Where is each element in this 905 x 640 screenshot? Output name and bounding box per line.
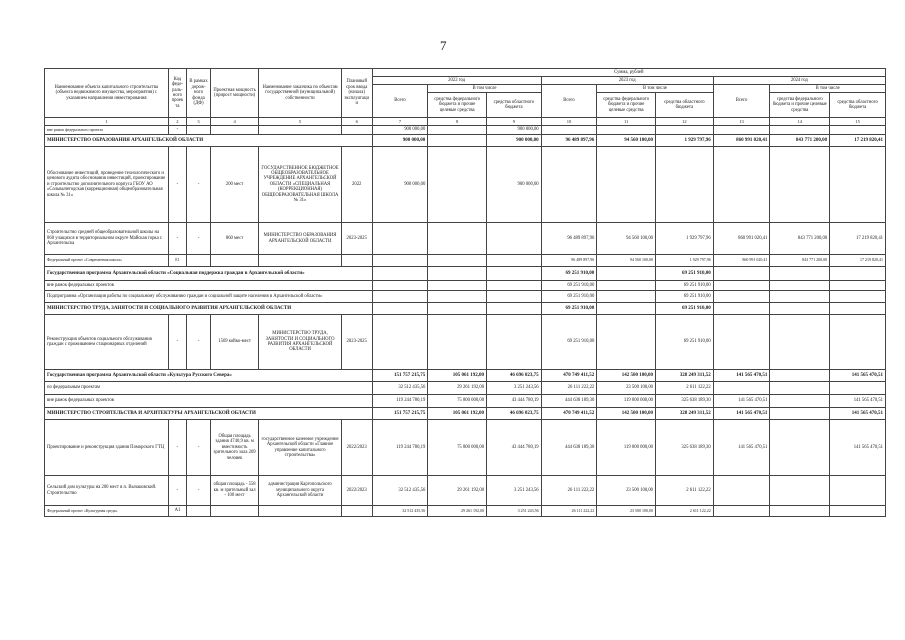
row-name: Проектирование и реконструкция здания Поморского ГТЦ	[45, 420, 169, 476]
cell-value: 860 991 020,41	[713, 255, 770, 267]
cell-value: 470 749 411,52	[541, 408, 597, 420]
row-name: вне рамок федеральных проектов	[45, 281, 373, 291]
row-code: -	[168, 126, 187, 135]
cell-value: 470 749 411,52	[541, 370, 597, 382]
cell-value: 96 489 897,96	[541, 255, 597, 267]
col-num: 12	[656, 118, 714, 126]
cell-value: 43 444 780,19	[487, 395, 542, 408]
header-incl: В том числе	[597, 85, 713, 93]
row-term: 2023-2025	[341, 315, 372, 370]
cell-value: 23 500 100,00	[597, 382, 656, 395]
cell-value: 843 771 200,00	[770, 255, 830, 267]
cell-value: 141 565 470,51	[830, 370, 886, 382]
col-num: 8	[428, 118, 487, 126]
header-fed: средства федерального бюджета и прочие целевые средства	[597, 93, 656, 118]
cell-value: 141 565 470,51	[713, 395, 770, 408]
row-code: E1	[168, 255, 187, 267]
row-customer: государственное казенное учреждение Архангельской области «Главное управление капитального строительства»	[259, 420, 341, 476]
cell-value: 17 219 820,41	[830, 223, 886, 255]
col-num: 6	[341, 118, 372, 126]
row-dzhf: -	[187, 420, 211, 476]
col-num: 9	[487, 118, 542, 126]
cell-value: 119 244 780,19	[372, 395, 428, 408]
cell-value: 142 500 100,00	[597, 408, 656, 420]
table-row	[45, 315, 886, 370]
table-row-section	[45, 135, 886, 147]
cell-value: 94 560 100,00	[597, 135, 656, 147]
cell-value: 843 771 200,00	[770, 223, 830, 255]
row-power: 1569 койко-мест	[210, 315, 258, 370]
cell-value: 23 500 100,00	[597, 506, 656, 517]
cell-value: 69 251 910,00	[541, 315, 597, 370]
cell-value: 843 771 200,00	[770, 135, 830, 147]
row-term: 2022/2023	[341, 476, 372, 506]
table-row	[45, 382, 886, 395]
row-name: МИНИСТЕРСТВО ОБРАЗОВАНИЯ АРХАНГЕЛЬСКОЙ ОБЛАСТИ	[45, 135, 373, 147]
cell-value: 75 800 000,00	[428, 395, 487, 408]
header-name: Наименование объекта капитального строительства (объекта недвижимого имущества, мероприятия) с указанием направления инвестирования	[45, 69, 169, 118]
header-fed: средства федерального бюджета и прочие целевые средства	[428, 93, 487, 118]
cell-value: 119 000 000,00	[597, 395, 656, 408]
cell-value: 3 251 243,56	[487, 506, 542, 517]
header-incl: В том числе	[770, 85, 886, 93]
row-code: -	[168, 223, 187, 255]
cell-value: 43 444 780,19	[487, 420, 542, 476]
row-dzhf: -	[187, 476, 211, 506]
table-row	[45, 147, 886, 223]
row-customer: МИНИСТЕРСТВО ТРУДА, ЗАНЯТОСТИ И СОЦИАЛЬНОГО РАЗВИТИЯ АРХАНГЕЛЬСКОЙ ОБЛАСТИ	[259, 315, 341, 370]
row-name: Федеральный проект «Культурная среда»	[45, 506, 169, 517]
table-row-section	[45, 303, 886, 315]
cell-value: 94 560 100,00	[597, 223, 656, 255]
col-num: 10	[541, 118, 597, 126]
cell-value: 3 251 243,56	[487, 382, 542, 395]
cell-value: 119 244 780,19	[372, 420, 428, 476]
row-term: 2022/2023	[341, 420, 372, 476]
row-power: 860 мест	[210, 223, 258, 255]
cell-value: 328 249 311,52	[656, 408, 714, 420]
header-reg: средства областного бюджета	[656, 93, 714, 118]
cell-value: 141 565 470,51	[713, 408, 770, 420]
col-num: 14	[770, 118, 830, 126]
cell-value: 23 500 100,00	[597, 476, 656, 506]
header-code: Код феде-раль-ного проекта	[168, 69, 187, 118]
cell-value: 328 249 311,52	[656, 370, 714, 382]
cell-value: 46 696 023,75	[487, 408, 542, 420]
cell-value: 105 061 192,00	[428, 408, 487, 420]
cell-value: 26 111 222,22	[541, 506, 597, 517]
row-dzhf: -	[187, 223, 211, 255]
row-name: МИНИСТЕРСТВО ТРУДА, ЗАНЯТОСТИ И СОЦИАЛЬНОГО РАЗВИТИЯ АРХАНГЕЛЬСКОЙ ОБЛАСТИ	[45, 303, 373, 315]
cell-value: 96 489 897,96	[541, 223, 597, 255]
cell-value: 151 757 215,75	[372, 408, 428, 420]
row-term: 2022	[341, 147, 372, 223]
col-num: 5	[259, 118, 341, 126]
cell-value: 860 991 020,41	[713, 135, 770, 147]
col-num: 7	[372, 118, 428, 126]
header-year-2023: 2023 год	[541, 77, 713, 85]
cell-value: 69 251 910,00	[656, 281, 714, 291]
cell-value: 2 611 122,22	[656, 476, 714, 506]
cell-value: 2 611 122,22	[656, 506, 714, 517]
row-code: -	[168, 476, 187, 506]
cell-value: 142 500 100,00	[597, 370, 656, 382]
col-num: 4	[210, 118, 258, 126]
row-code: -	[168, 420, 187, 476]
row-name: Реконструкция объектов социального обслуживания граждан с проживанием стационарных отделений	[45, 315, 169, 370]
table-row-section	[45, 408, 886, 420]
cell-value: 46 696 023,75	[487, 370, 542, 382]
cell-value: 17 219 820,41	[830, 135, 886, 147]
header-reg: средства областного бюджета	[487, 93, 542, 118]
cell-value: 1 929 797,96	[656, 135, 714, 147]
cell-value: 141 565 470,51	[830, 395, 886, 408]
table-row	[45, 420, 886, 476]
cell-value: 444 638 189,30	[541, 420, 597, 476]
row-code: A1	[168, 506, 187, 517]
table-row	[45, 476, 886, 506]
cell-value: 105 061 192,00	[428, 370, 487, 382]
col-num: 3	[187, 118, 211, 126]
cell-value: 3 251 243,56	[487, 476, 542, 506]
cell-value: 32 512 435,56	[372, 476, 428, 506]
cell-value: 26 111 222,22	[541, 476, 597, 506]
row-name: МИНИСТЕРСТВО СТРОИТЕЛЬСТВА И АРХИТЕКТУРЫ АРХАНГЕЛЬСКОЙ ОБЛАСТИ	[45, 408, 373, 420]
cell-value: 69 251 910,00	[541, 291, 597, 303]
row-term: 2023-2025	[341, 223, 372, 255]
cell-value: 69 251 910,00	[541, 267, 597, 281]
header-sum: Сумма, рублей	[372, 69, 885, 77]
investment-table	[44, 68, 886, 517]
cell-value: 29 261 192,00	[428, 476, 487, 506]
cell-value: 900 000,00	[372, 126, 428, 135]
cell-value: 17 219 820,41	[830, 255, 886, 267]
cell-value: 2 611 122,22	[656, 382, 714, 395]
row-customer: МИНИСТЕРСТВО ОБРАЗОВАНИЯ АРХАНГЕЛЬСКОЙ ОБЛАСТИ	[259, 223, 341, 255]
row-power: 200 мест	[210, 147, 258, 223]
header-row-1	[45, 69, 886, 77]
cell-value: 141 565 470,51	[830, 420, 886, 476]
table-row-section	[45, 370, 886, 382]
cell-value: 900 000,00	[487, 126, 542, 135]
header-total: Всего	[541, 85, 597, 118]
col-num: 15	[830, 118, 886, 126]
cell-value: 444 638 189,30	[541, 395, 597, 408]
table-row	[45, 395, 886, 408]
table-row	[45, 223, 886, 255]
row-name: по федеральным проектам	[45, 382, 373, 395]
table-row	[45, 126, 886, 135]
cell-value: 900 000,00	[372, 135, 428, 147]
cell-value: 900 000,00	[487, 147, 542, 223]
header-reg: средства областного бюджета	[830, 93, 886, 118]
row-name: вне рамок федеральных проектов	[45, 395, 373, 408]
row-customer: ГОСУДАРСТВЕННОЕ БЮДЖЕТНОЕ ОБЩЕОБРАЗОВАТЕЛЬНОЕ УЧРЕЖДЕНИЕ АРХАНГЕЛЬСКОЙ ОБЛАСТИ «СПЕЦИАЛЬНАЯ (КОРРЕКЦИОННАЯ) ОБЩЕОБРАЗОВАТЕЛЬНАЯ ШКОЛА № 31»	[259, 147, 341, 223]
row-customer: администрация Каргопольского муниципального округа Архангельской области	[259, 476, 341, 506]
cell-value: 141 565 470,51	[713, 370, 770, 382]
row-dzhf: -	[187, 147, 211, 223]
row-name: Федеральный проект «Современная школа»	[45, 255, 169, 267]
cell-value: 96 489 897,96	[541, 135, 597, 147]
table-row	[45, 506, 886, 517]
cell-value: 151 757 215,75	[372, 370, 428, 382]
header-incl: В том числе	[428, 85, 541, 93]
row-code: -	[168, 315, 187, 370]
cell-value: 29 261 192,00	[428, 506, 487, 517]
row-name: Строительство средней общеобразовательной школы на 860 учащихся в территориальном округе Майская горка г. Архангельска	[45, 223, 169, 255]
row-name: Государственная программа Архангельской области «Социальная поддержка граждан в Архангельской области»	[45, 267, 373, 281]
cell-value: 1 929 797,96	[656, 223, 714, 255]
col-num: 1	[45, 118, 169, 126]
cell-value: 32 512 435,56	[372, 506, 428, 517]
header-fed: средства федерального бюджета и прочие целевые средства	[770, 93, 830, 118]
table-row	[45, 281, 886, 291]
cell-value: 69 251 910,00	[541, 303, 597, 315]
row-name: Подпрограмма «Организация работы по социальному обслуживанию граждан и социальной защите населения в Архангельской области»	[45, 291, 373, 303]
cell-value: 860 991 020,41	[713, 223, 770, 255]
row-power: общая площадь - 558 кв. м зрительный зал - 100 мест	[210, 476, 258, 506]
header-total: Всего	[713, 85, 770, 118]
table-row	[45, 291, 886, 303]
header-total: Всего	[372, 85, 428, 118]
col-num: 11	[597, 118, 656, 126]
cell-value: 69 251 910,00	[541, 281, 597, 291]
cell-value: 29 261 192,00	[428, 382, 487, 395]
row-name: вне рамок федерального проекта	[45, 126, 169, 135]
page-number: 7	[440, 38, 447, 53]
header-year-2024: 2024 год	[713, 77, 885, 85]
table-row-section	[45, 267, 886, 281]
row-power: Общая площадь здания 4740,9 кв. м вместимость зрительного зала 269 человек	[210, 420, 258, 476]
row-name: Обоснование инвестиций, проведение технологического и ценового аудита обоснования инвестиций, проектирование и строительство дополнительного корпуса ГБОУ АО «Сольвычегодская (коррекционная) общеобразовательная школа № 31»	[45, 147, 169, 223]
header-term: Плановый срок ввода (начала) эксплуатации	[341, 69, 372, 118]
table-row	[45, 255, 886, 267]
header-customer: Наименование заказчика по объектам государственной (муниципальной) собственности	[259, 69, 341, 118]
row-dzhf: -	[187, 315, 211, 370]
row-name: Сельский дом культуры на 200 мест в п. Вычаковский. Строительство	[45, 476, 169, 506]
cell-value: 94 560 100,00	[597, 255, 656, 267]
cell-value: 900 000,00	[372, 147, 428, 223]
cell-value: 69 251 910,00	[656, 303, 714, 315]
cell-value: 69 251 910,00	[656, 291, 714, 303]
cell-value: 325 638 189,30	[656, 420, 714, 476]
header-dzhf: В рамках дорож-ного фонда (ДФ)	[187, 69, 211, 118]
cell-value: 141 565 470,51	[713, 420, 770, 476]
header-year-2022: 2022 год	[372, 77, 541, 85]
cell-value: 69 251 910,00	[656, 267, 714, 281]
cell-value: 119 000 000,00	[597, 420, 656, 476]
cell-value: 26 111 222,22	[541, 382, 597, 395]
row-code: -	[168, 147, 187, 223]
cell-value: 1 929 797,96	[656, 255, 714, 267]
column-numbers-row	[45, 118, 886, 126]
cell-value: 141 565 470,51	[830, 408, 886, 420]
row-name: Государственная программа Архангельской области «Культура Русского Севера»	[45, 370, 373, 382]
cell-value: 32 512 435,56	[372, 382, 428, 395]
cell-value: 69 251 910,00	[656, 315, 714, 370]
header-power: Проектная мощность (прирост мощности)	[210, 69, 258, 118]
col-num: 2	[168, 118, 187, 126]
cell-value: 325 638 189,30	[656, 395, 714, 408]
cell-value: 75 800 000,00	[428, 420, 487, 476]
col-num: 13	[713, 118, 770, 126]
cell-value: 900 000,00	[487, 135, 542, 147]
